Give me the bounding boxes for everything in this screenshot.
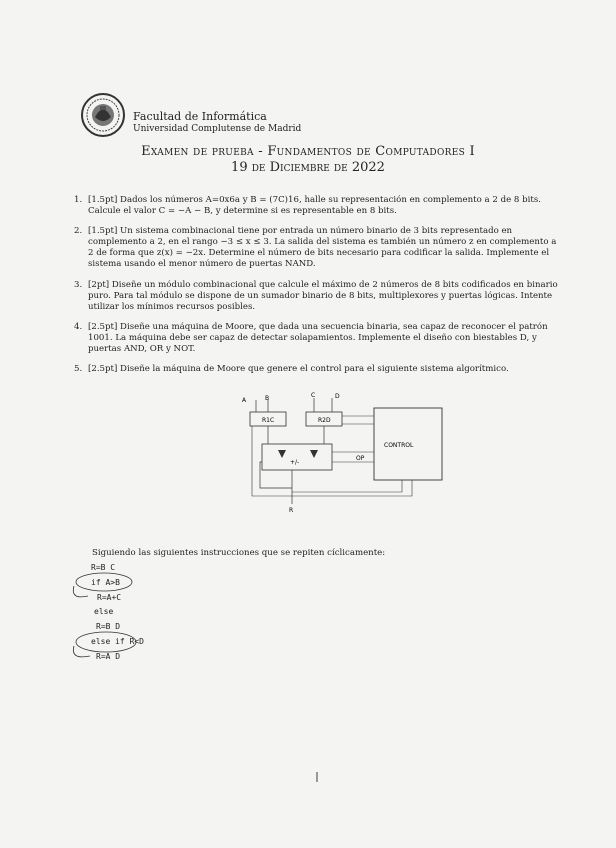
datapath-diagram	[232, 392, 462, 516]
exam-date: 19 de Diciembre de 2022	[231, 160, 385, 175]
instruction-line: if A>B	[91, 578, 120, 587]
question-number: 5.	[74, 364, 83, 374]
signal-op-label: OP	[356, 455, 365, 462]
question-number: 1.	[74, 195, 83, 205]
question-text: [2.5pt] Diseñe una máquina de Moore, que dada una secuencia binaria, sea capaz de reconocer el patrón 1001. La máquina debe ser capaz de detectar solapamientos. Implemente el diseño con biestables D, y puertas AND, OR y NOT.	[88, 322, 548, 354]
university-seal-icon	[80, 92, 126, 138]
question-text: [2pt] Diseñe un módulo combinacional que calcule el máximo de 2 números de 8 bits codificados en binario puro. Para tal módulo se dispone de un sumador binario de 8 bits, multiplexores y puertas lógicas. Intente utilizar los mínimos recursos posibles.	[88, 280, 558, 312]
instruction-line: else	[94, 607, 114, 616]
instruction-line: R=B D	[96, 622, 121, 631]
instruction-line: R=A+C	[97, 593, 122, 602]
register-left	[250, 412, 286, 426]
faculty-header	[133, 111, 301, 135]
question-2	[74, 226, 564, 270]
exam-title: Examen de prueba - Fundamentos de Computadores I	[141, 144, 475, 159]
question-1	[74, 195, 564, 217]
question-number: 2.	[74, 226, 83, 236]
input-c-label: C	[311, 392, 316, 399]
question-number: 3.	[74, 280, 83, 290]
alu-block	[262, 444, 332, 470]
question-3	[74, 280, 564, 313]
instruction-line: R=A D	[96, 652, 121, 661]
question-text: [2.5pt] Diseñe la máquina de Moore que genere el control para el siguiente sistema algorítmico.	[88, 364, 509, 374]
question-text: [1.5pt] Un sistema combinacional tiene por entrada un número binario de 3 bits representado en complemento a 2, en el rango −3 ≤ x ≤ 3. La salida del sistema es también un número z en complemento a 2 de forma que z(x) = −2x. Determine el número de bits necesario para codificar la salida. Implemente el sistema usando el menor número de puertas NAND.	[88, 226, 557, 269]
control-label: CONTROL	[384, 442, 414, 449]
register-right-label: R2D	[318, 417, 331, 424]
register-left-label: R1C	[262, 417, 275, 424]
page-mark	[316, 772, 318, 782]
question-text: [1.5pt] Dados los números A=0x6a y B = (7C)16, halle su representación en complemento a 2 de 8 bits. Calcule el valor C = −A − B, y determine si es representable en 8 bits.	[88, 195, 541, 216]
question-4	[74, 322, 564, 355]
handwritten-annotation	[68, 560, 148, 670]
instruction-line: R=B C	[91, 563, 116, 572]
output-r-label: R	[289, 507, 294, 514]
question-5	[74, 364, 564, 375]
sequence-intro: Siguiendo las siguientes instrucciones que se repiten cíclicamente:	[92, 548, 386, 558]
alu-label: +/-	[290, 459, 300, 466]
control-unit	[374, 408, 442, 480]
faculty-name: Facultad de Informática	[133, 110, 267, 123]
input-d-label: D	[335, 393, 340, 400]
output-line	[260, 462, 292, 504]
question-number: 4.	[74, 322, 83, 332]
university-name: Universidad Complutense de Madrid	[133, 124, 302, 134]
input-b-label: B	[265, 395, 270, 402]
instruction-line: else if R<D	[91, 637, 144, 646]
input-a-label: A	[242, 397, 247, 404]
register-right	[306, 412, 342, 426]
